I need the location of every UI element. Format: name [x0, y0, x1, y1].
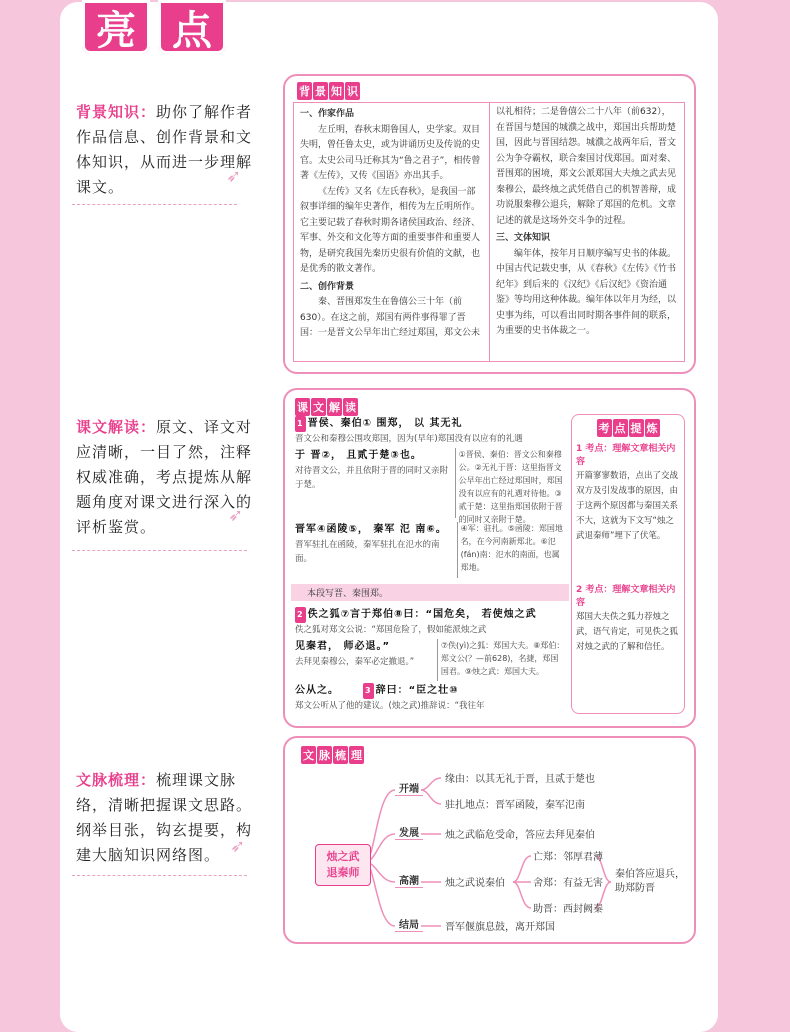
background-col-right [489, 103, 684, 361]
original-text: 公从之。 [295, 685, 339, 696]
interpretation-tag: 课 文 解 读 [295, 398, 358, 416]
key-point-text: 郑国大夫佚之狐力荐烛之武，语气肯定，可见佚之狐对烛之武的了解和信任。 [576, 612, 679, 652]
mindmap-leaf: 亡郑：邻厚君薄 [533, 852, 603, 863]
side-text: 梳理课文脉络，清晰把握课文思路。纲举目张，钩玄提要，构建大脑知识网络图。 [76, 771, 253, 864]
section-title: 一、作家作品 [300, 109, 355, 119]
translation: 晋文公和秦穆公围攻郑国，因为(早年)郑国没有以应有的礼遇 [295, 434, 523, 444]
mindmap-leaf: 烛之武临危受命，答应去拜见秦伯 [445, 830, 595, 841]
side-text: 原文、译文对应清晰，一目了然，注释权威准确，考点提炼从解题角度对课文进行深入的评析鉴赏。 [76, 418, 253, 536]
key-point-text: 开篇寥寥数语，点出了交战双方及引发战事的原因，由于这两个原因都与秦国关系不大，这就为下文写“烛之武退秦师”埋下了伏笔。 [576, 471, 679, 541]
side-label: 背景知识： [76, 103, 157, 121]
translation: 佚之狐对郑文公说：“郑国危险了，假如能派烛之武 [295, 625, 487, 635]
title-badge-1: 亮 [82, 0, 150, 54]
dashed-line [72, 875, 247, 876]
key-points-tag: 考 点 提 炼 [576, 419, 680, 437]
original-text: 晋军④函陵⑤， 秦军 氾 南⑥。 [295, 524, 447, 535]
title-badges [82, 0, 226, 54]
translation: 郑文公听从了他的建议。(烛之武)推辞说：“我往年 [295, 701, 485, 711]
interpretation-panel [283, 388, 696, 728]
annotation: ④军：驻扎。⑤函陵：郑国地名，在今河南新郑北。⑥氾(fán)南：氾水的南面，也属郑地。 [457, 522, 565, 578]
paper-plane-icon: ➶ [230, 836, 246, 857]
mindmap-branch: 结局 [395, 916, 423, 932]
key-point-title: 1 考点：理解文章相关内容 [576, 444, 676, 467]
mindmap-leaf: 缘由：以其无礼于晋，且贰于楚也 [445, 774, 595, 785]
mindmap-leaf: 秦伯答应退兵，助郑防晋 [615, 869, 685, 894]
background-panel [283, 74, 696, 374]
translation: 去拜见秦穆公，秦军必定撤退。” [295, 657, 415, 667]
paper-plane-icon: ➶ [226, 166, 242, 187]
paragraph: 《左传》又名《左氏春秋》，是我国一部叙事详细的编年史著作，相传为左丘明所作。它主要记载了春秋时期各诸侯国政治、经济、军事、外交和文化等方面的重要事件和重要人物，是研究我国先秦历史很有价值的文献，也是优秀的散文著作。 [300, 186, 481, 274]
side-desc-context [76, 768, 256, 868]
paragraph: 以礼相待；二是鲁僖公二十八年（前632），在晋国与楚国的城濮之战中，郑国出兵帮助楚国，因此与晋国结怨。城濮之战两年后，晋文公为争夺霸权，联合秦国讨伐郑国。面对秦、晋围郑的困境，郑文公派郑国大夫烛之武去见秦穆公，最终烛之武凭借自己的机智善辩，成功说服秦穆公退兵，解除了郑国的危机。文章记述的就是这场外交斗争的过程。 [496, 107, 677, 226]
context-tag: 文 脉 梳 理 [301, 746, 364, 764]
side-text: 助你了解作者作品信息、创作背景和文体知识，从而进一步理解课文。 [76, 103, 253, 196]
mindmap-leaf: 助晋：西封阙秦 [533, 904, 603, 915]
key-points-box [571, 414, 685, 714]
paper-plane-icon: ➶ [228, 505, 244, 526]
key-point-title: 2 考点：理解文章相关内容 [576, 585, 676, 608]
annotation: ①晋侯、秦伯：晋文公和秦穆公。②无礼于晋：这里指晋文公早年出亡经过郑国时，郑国没有以应有的礼遇对待他。③贰于楚：这里指郑国依附于晋的同时又亲附于楚。 [455, 448, 565, 518]
translation: 对待晋文公，并且依附于晋的同时又亲附于楚。 [295, 466, 449, 490]
mindmap-leaf: 晋军偃旗息鼓，离开郑国 [445, 922, 555, 933]
original-text: 1 晋侯、秦伯① 围郑， 以 其无礼 [295, 416, 565, 432]
background-box [293, 102, 685, 362]
paragraph: 编年体，按年月日顺序编写史书的体裁。中国古代记载史事，从《春秋》《左传》《竹书纪年》到后来的《汉纪》《后汉纪》《资治通鉴》等均用这种体裁。编年体以年月为经，以史事为纬，可以看出同时期各事件间的联系，为重要的史书体裁之一。 [496, 248, 677, 336]
mindmap-leaf: 舍郑：有益无害 [533, 878, 603, 889]
mindmap-center: 烛之武退秦师 [315, 844, 371, 886]
dashed-line [72, 550, 247, 551]
original-text: 见秦君， 师必退。” [295, 641, 391, 652]
side-label: 文脉梳理： [76, 771, 157, 789]
mindmap-branch: 发展 [395, 824, 423, 840]
title-badge-2: 点 [158, 0, 226, 54]
mindmap-branch: 开端 [395, 780, 423, 796]
background-col-left [294, 103, 489, 361]
original-text: 2 佚之狐⑦言于郑伯⑧曰：“国危矣， 若使烛之武 [295, 607, 565, 623]
mindmap-branch: 高潮 [395, 872, 423, 888]
section-title: 三、文体知识 [496, 233, 551, 243]
mindmap-leaf: 烛之武说秦伯 [445, 878, 505, 889]
paragraph: 秦、晋围郑发生在鲁僖公三十年（前630）。在这之前，郑国有两件事得罪了晋国：一是晋文公早年出亡经过郑国，郑文公未 [300, 297, 481, 338]
section-title: 二、创作背景 [300, 281, 355, 292]
original-text: 于 晋②， 且贰于楚③也。 [295, 450, 422, 461]
background-tag: 背 景 知 识 [297, 82, 360, 100]
interpretation-content [295, 416, 565, 713]
translation: 晋军驻扎在函陵，秦军驻扎在氾水的南面。 [295, 540, 440, 564]
mindmap-leaf: 驻扎地点：晋军函陵，秦军氾南 [445, 800, 585, 811]
context-panel [283, 736, 696, 944]
dashed-line [72, 204, 237, 205]
side-label: 课文解读： [76, 418, 157, 436]
paragraph-summary: 本段写晋、秦围郑。 [291, 584, 569, 601]
paragraph: 左丘明，春秋末期鲁国人，史学家。双目失明，曾任鲁太史，或为讲诵历史及传说的史官。太史公司马迁称其为“鲁之君子”，相传曾著《左传》，又传《国语》亦出其手。 [300, 124, 481, 181]
annotation: ⑦佚(yì)之狐：郑国大夫。⑧郑伯：郑文公(？—前628)，名捷，郑国国君。⑨烛之武：郑国大夫。 [437, 639, 565, 681]
original-text: 3 辞曰：“臣之壮⑩ [363, 683, 459, 699]
